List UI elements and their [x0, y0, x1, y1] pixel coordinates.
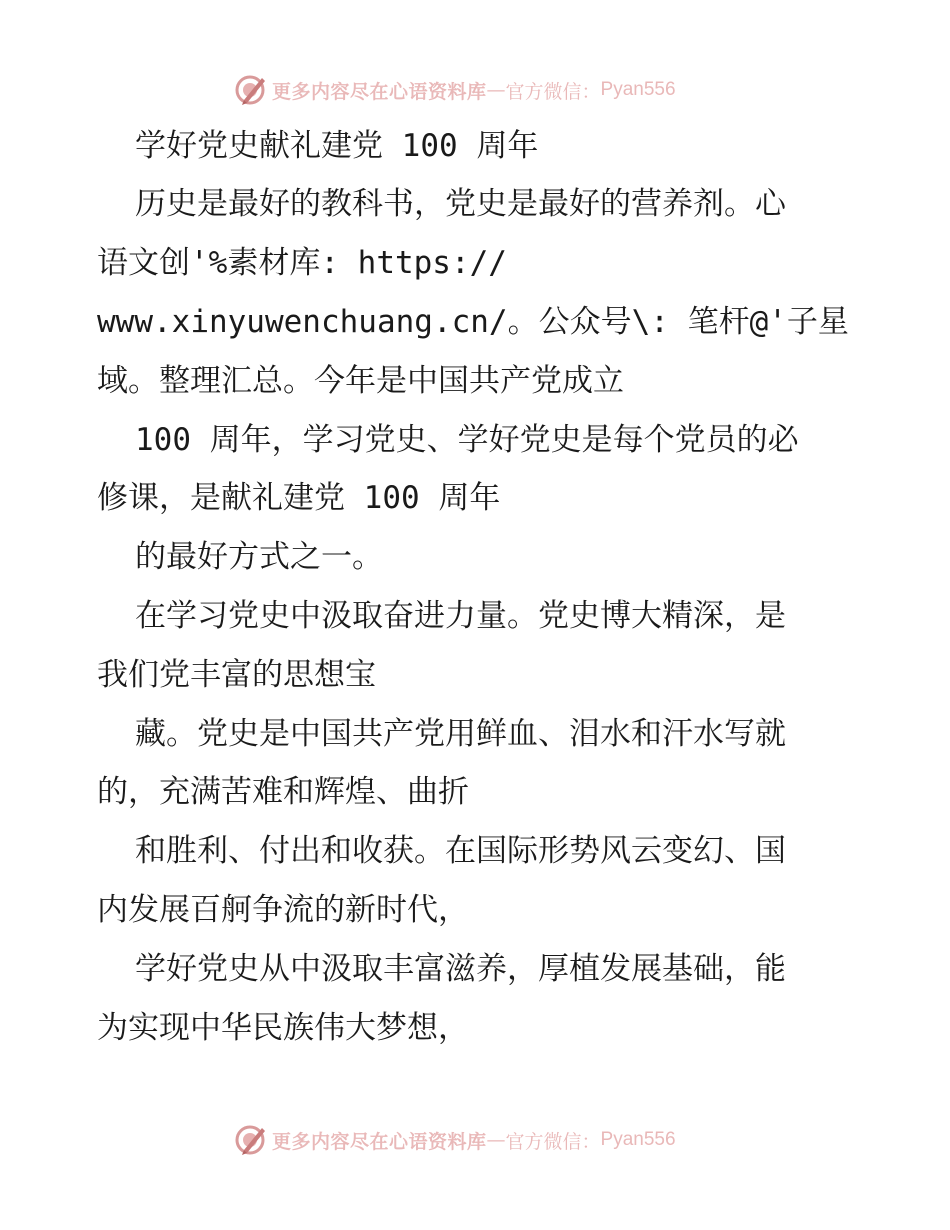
text-line: 修课，是献礼建党 100 周年 — [97, 480, 501, 516]
document-title: 学好党史献礼建党 100 周年 — [135, 128, 539, 164]
text-line: 100 周年，学习党史、学好党史是每个党员的必 — [135, 422, 799, 458]
text-line: 的，充满苦难和辉煌、曲折 — [97, 774, 469, 810]
banner-wechat-label: 官方微信： — [505, 80, 601, 103]
banner-slogan: 更多内容尽在心语资料库 — [272, 1130, 487, 1153]
text-line: 在学习党史中汲取奋进力量。党史博大精深，是 — [135, 598, 786, 634]
text-line: 语文创'%素材库: https:// — [97, 245, 507, 281]
text-line: 我们党丰富的思想宝 — [97, 657, 376, 693]
banner-dash: — — [486, 79, 506, 101]
pen-logo-icon — [234, 1124, 268, 1156]
text-line: 学好党史从中汲取丰富滋养，厚植发展基础，能 — [135, 951, 786, 987]
banner-wechat-id: Pyan556 — [600, 79, 676, 100]
banner-wechat-label: 官方微信： — [505, 1130, 601, 1153]
text-line: 域。整理汇总。今年是中国共产党成立 — [97, 363, 624, 399]
text-line: 内发展百舸争流的新时代， — [97, 892, 469, 928]
pen-logo-icon — [234, 74, 268, 106]
text-line: 为实现中华民族伟大梦想， — [97, 1010, 469, 1046]
banner-slogan: 更多内容尽在心语资料库 — [272, 80, 487, 103]
banner-dash: — — [486, 1129, 506, 1151]
header-banner — [0, 70, 950, 110]
text-line: www.xinyuwenchuang.cn/。公众号\: 笔杆@'子星 — [97, 304, 849, 340]
text-line: 和胜利、付出和收获。在国际形势风云变幻、国 — [135, 833, 786, 869]
text-line: 的最好方式之一。 — [135, 539, 383, 575]
banner-wechat-id: Pyan556 — [600, 1129, 676, 1150]
footer-banner — [0, 1120, 950, 1160]
text-line: 历史是最好的教科书，党史是最好的营养剂。心 — [135, 186, 786, 222]
text-line: 藏。党史是中国共产党用鲜血、泪水和汗水写就 — [135, 716, 786, 752]
